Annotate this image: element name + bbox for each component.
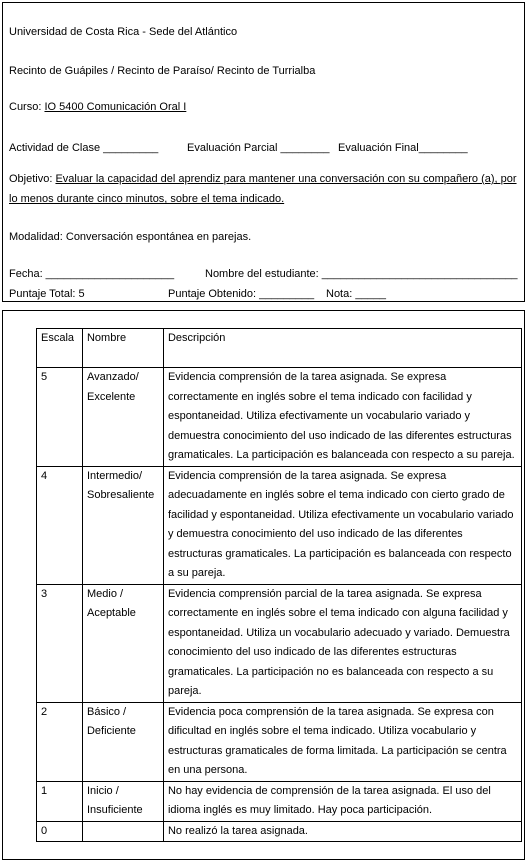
objective-label: Objetivo: bbox=[9, 173, 56, 185]
row-name: Medio / Aceptable bbox=[82, 584, 163, 702]
course-line bbox=[9, 100, 186, 114]
row-name bbox=[82, 821, 163, 842]
table-row bbox=[37, 466, 522, 584]
table-row bbox=[37, 781, 522, 821]
row-description: Evidencia poca comprensión de la tarea asignada. Se expresa con dificultad en inglés sobre el tema indicado. Utiliza vocabulario y estructuras gramaticales de forma limitada. La participación se centra en una persona. bbox=[163, 702, 521, 781]
row-scale: 0 bbox=[37, 821, 83, 842]
date-field: Fecha: _____________________ bbox=[9, 268, 175, 280]
row-name: Básico / Deficiente bbox=[82, 702, 163, 781]
course-label: Curso: bbox=[9, 101, 45, 113]
evaluation-header-box bbox=[2, 2, 525, 302]
partial-eval-field: Evaluación Parcial ________ bbox=[187, 142, 330, 154]
header-scale: Escala bbox=[37, 329, 83, 368]
table-row bbox=[37, 821, 522, 842]
campuses-line: Recinto de Guápiles / Recinto de Paraíso/ Recinto de Turrialba bbox=[9, 65, 316, 77]
grade-field: Nota: _____ bbox=[326, 288, 386, 300]
row-scale: 4 bbox=[37, 466, 83, 584]
row-scale: 3 bbox=[37, 584, 83, 702]
table-header-row bbox=[37, 329, 522, 368]
table-row bbox=[37, 584, 522, 702]
total-score: Puntaje Total: 5 bbox=[9, 288, 85, 300]
header-name: Nombre bbox=[82, 329, 163, 368]
objective-text: Evaluar la capacidad del aprendiz para mantener una conversación con su compañero (a), por lo menos durante cinco minutos, sobre el tema indicado. bbox=[9, 173, 517, 205]
row-scale: 1 bbox=[37, 781, 83, 821]
objective bbox=[9, 169, 521, 209]
row-scale: 2 bbox=[37, 702, 83, 781]
header-description: Descripción bbox=[163, 329, 521, 368]
modality-line: Modalidad: Conversación espontánea en parejas. bbox=[9, 231, 252, 243]
row-description: Evidencia comprensión de la tarea asignada. Se expresa adecuadamente en inglés sobre el tema indicado con cierto grado de facilidad y espontaneidad. Utiliza efectivamente un vocabulario variado y demuestra conocimiento del uso indicado de las diferentes estructuras gramaticales. La participación es balanceada con respecto a su pareja. bbox=[163, 466, 521, 584]
course-name: IO 5400 Comunicación Oral I bbox=[44, 101, 187, 113]
row-description: Evidencia comprensión parcial de la tarea asignada. Se expresa correctamente en inglés sobre el tema indicado con alguna facilidad y espontaneidad. Utiliza un vocabulario adecuado y variado. Demuestra conocimiento del uso indicado de las diferentes estructuras gramaticales. La participación no es balanceada con respecto a su pareja. bbox=[163, 584, 521, 702]
table-row bbox=[37, 702, 522, 781]
table-row bbox=[37, 368, 522, 467]
row-description: No realizó la tarea asignada. bbox=[163, 821, 521, 842]
student-name-field: Nombre del estudiante: ________________________________ bbox=[205, 268, 518, 280]
row-description: No hay evidencia de comprensión de la tarea asignada. El uso del idioma inglés es muy limitado. Hay poca participación. bbox=[163, 781, 521, 821]
university-name: Universidad de Costa Rica - Sede del Atlántico bbox=[9, 26, 238, 38]
row-name: Intermedio/ Sobresaliente bbox=[82, 466, 163, 584]
obtained-score-field: Puntaje Obtenido: _________ bbox=[168, 288, 315, 300]
rubric-table bbox=[36, 328, 522, 842]
row-name: Inicio / Insuficiente bbox=[82, 781, 163, 821]
row-scale: 5 bbox=[37, 368, 83, 467]
activity-class-field: Actividad de Clase _________ bbox=[9, 142, 159, 154]
final-eval-field: Evaluación Final________ bbox=[338, 142, 468, 154]
row-name: Avanzado/ Excelente bbox=[82, 368, 163, 467]
row-description: Evidencia comprensión de la tarea asignada. Se expresa correctamente en inglés sobre el tema indicado con facilidad y espontaneidad. Utiliza efectivamente un vocabulario variado y demuestra conocimiento del uso indicado de las diferentes estructuras gramaticales. La participación es balanceada con respecto a su pareja. bbox=[163, 368, 521, 467]
